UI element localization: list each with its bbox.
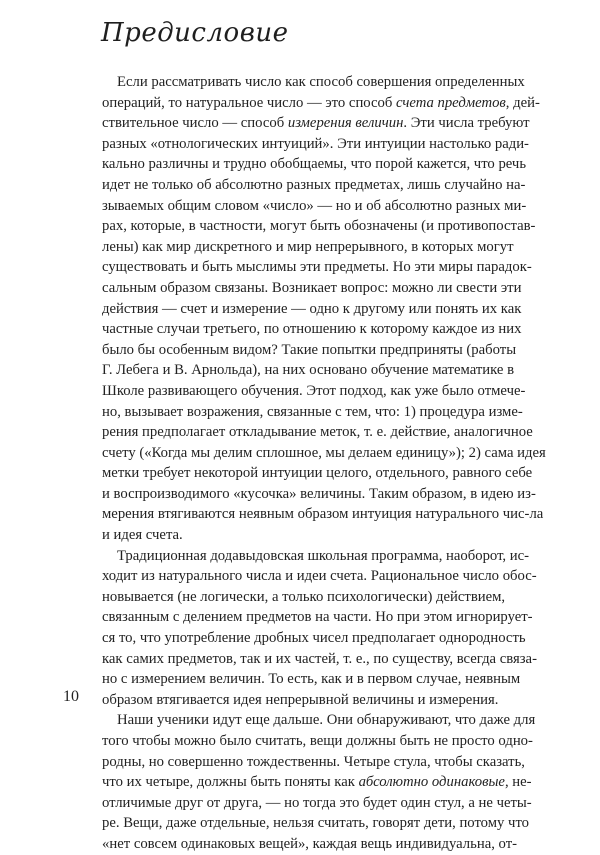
paragraph — [102, 72, 546, 546]
text-line: ся то, что употребление дробных чисел предполагает однородность — [102, 630, 526, 647]
text-line: как самих предметов, так и их частей, т. е., по существу, всегда связа- — [102, 650, 537, 667]
text-line: Традиционная додавыдовская школьная программа, наоборот, ис- — [117, 547, 529, 564]
page-title: Предисловие — [101, 18, 289, 48]
text-line: того чтобы можно было считать, вещи должны быть не просто одно- — [102, 733, 533, 749]
text-line: Г. Лебега и В. Арнольда), на них основано обучение математике в — [102, 362, 515, 379]
text-line: операций, то натуральное число — это способ счета предметов, дей- — [102, 94, 540, 111]
text-line: Если рассматривать число как способ совершения определенных — [117, 74, 525, 90]
text-line: зываемых общим словом «число» — но и об абсолютно разных ми- — [102, 197, 527, 214]
text-line: кально различны и трудно обобщаемы, что порой кажется, что речь — [102, 156, 527, 173]
text-line: новывается (не логически, а только психологически) действием, — [102, 588, 506, 605]
text-line: но, вызывает возражения, связанные с тем, что: 1) процедура изме- — [102, 403, 523, 420]
page-number: 10 — [63, 688, 79, 705]
text-line: и воспроизводимого «кусочка» величины. Таким образом, в идею из- — [102, 485, 536, 502]
text-line: действия — счет и измерение — одно к другому или понять их как — [102, 300, 522, 317]
italic-term: измерения величин — [287, 115, 404, 132]
text-line: метки требует некоторой интуиции целого, отдельного, равного себе — [102, 465, 533, 482]
italic-term: абсолютно одинаковые — [358, 774, 505, 791]
text-line: мерения втягиваются неявным образом интуиция натурального чис-ла — [102, 506, 544, 523]
text-line: ствительное число — способ измерения величин. Эти числа требуют — [102, 115, 530, 132]
text-line: родны, но совершенно тождественны. Четыре стула, чтобы сказать, — [102, 753, 525, 770]
paragraph — [102, 710, 536, 854]
text-line: отличимые друг от друга, — но тогда это будет один стул, а не четы- — [102, 794, 532, 811]
text-line: рения предполагает откладывание меток, т. е. действие, аналогичное — [102, 424, 533, 441]
text-line: лены) как мир дискретного и мир непрерывного, в которых могут — [102, 238, 514, 255]
text-line: идет не только об абсолютно разных предметах, лишь случайно на- — [102, 176, 526, 193]
text-line: «нет совсем одинаковых вещей», каждая вещь индивидуальна, от- — [102, 835, 518, 852]
text-line: ре. Вещи, даже отдельные, нельзя считать, говорят дети, потому что — [102, 815, 530, 832]
text-line: и идея счета. — [102, 527, 183, 544]
italic-term: счета предметов — [396, 94, 506, 111]
text-line: частные случаи третьего, по отношению к которому каждое из них — [102, 321, 522, 338]
text-line: но с измерением величин. То есть, как и в первом случае, неявным — [102, 671, 521, 688]
body-text — [102, 72, 546, 855]
paragraph — [102, 546, 537, 711]
text-line: существовать и быть мыслимы эти предметы. Но эти миры парадок- — [102, 259, 532, 276]
text-line: Наши ученики идут еще дальше. Они обнаруживают, что даже для — [117, 712, 536, 729]
text-line: образом втягивается идея непрерывной величины и измерения. — [102, 691, 499, 708]
text-line: счету («Когда мы делим сплошное, мы делаем единицу»); 2) сама идея — [102, 444, 546, 461]
text-line: рах, которые, в частности, могут быть обозначены (и противопостав- — [102, 218, 536, 235]
text-line: ходит из натурального числа и идеи счета. Рациональное число обос- — [102, 568, 537, 585]
text-line: разных «отнологических интуиций». Эти интуиции настолько ради- — [102, 135, 529, 152]
text-line: было бы особенным видом? Такие попытки предприняты (работы — [102, 341, 517, 358]
text-line: что их четыре, должны быть поняты как абсолютно одинаковые, не- — [102, 774, 532, 791]
text-line: Школе развивающего обучения. Этот подход, как уже было отмече- — [102, 382, 526, 399]
text-line: сальным образом связаны. Возникает вопрос: можно ли свести эти — [102, 279, 522, 296]
text-line: связанным с делением предметов на части. Но при этом игнорирует- — [102, 609, 533, 626]
